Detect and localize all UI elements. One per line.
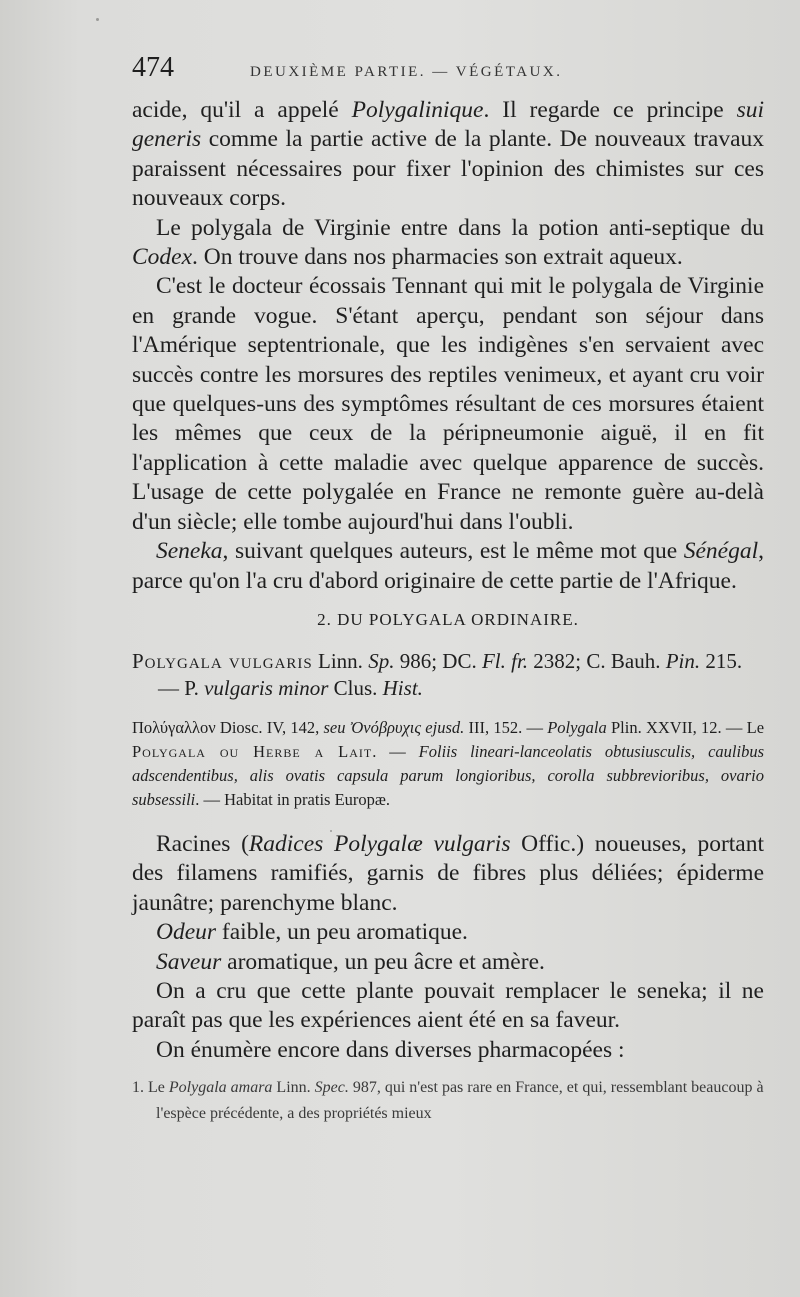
- synonymy-entry: Polygala vulgaris Linn. Sp. 986; DC. Fl. fr. 2382; C. Bauh. Pin. 215. — P. vulgaris minor Clus. Hist.: [132, 648, 743, 700]
- page-number: 474: [132, 52, 174, 83]
- paragraph-saveur: Saveur aromatique, un peu âcre et amère.: [156, 948, 545, 975]
- page-content: [132, 52, 764, 1127]
- page-header: [132, 52, 764, 96]
- section-heading: 2. DU POLYGALA ORDINAIRE.: [317, 609, 579, 629]
- paragraph-pharmacopees: On énumère encore dans diverses pharmacopées :: [156, 1036, 625, 1063]
- numbered-note: 1. Le Polygala amara Linn. Spec. 987, qui n'est pas rare en France, et qui, ressemblant beaucoup à l'espèce précédente, a des propriétés mieux: [132, 1079, 764, 1123]
- paragraph-experiences: On a cru que cette plante pouvait remplacer le seneka; il ne paraît pas que les expériences aient été en sa faveur.: [132, 977, 764, 1034]
- paragraph-codex: Le polygala de Virginie entre dans la potion anti-septique du Codex. On trouve dans nos pharmacies son extrait aqueux.: [132, 214, 764, 271]
- paragraph-odeur: Odeur faible, un peu aromatique.: [156, 919, 468, 946]
- running-head: DEUXIÈME PARTIE. — VÉGÉTAUX.: [250, 64, 563, 80]
- paragraph-continuation: acide, qu'il a appelé Polygalinique. Il regarde ce principe sui generis comme la partie active de la plante. De nouveaux travaux paraissent nécessaires pour fixer l'opinion des chimistes sur ces nouveaux corps.: [132, 97, 764, 212]
- paragraph-roots: Racines (Radices Polygalæ vulgaris Offic.) noueuses, portant des filamens ramifiés, garnis de fibres plus déliées; épiderme jaunâtre; parenchyme blanc.: [132, 830, 765, 916]
- paragraph-seneka: Seneka, suivant quelques auteurs, est le même mot que Sénégal, parce qu'on l'a cru d'abord originaire de cette partie de l'Afrique.: [132, 538, 764, 594]
- botanical-description: Πολύγαλλον Diosc. IV, 142, seu Ὀνόβρυχις ejusd. III, 152. — Polygala Plin. XXVII, 12. — Le Polygala ou Herbe a Lait. — Foliis lineari-lanceolatis obtusiusculis, caulibus adscendentibus, alis ovatis capsula parum longioribus, corolla subbrevioribus, ovario subsessili. — Habitat in pratis Europæ.: [132, 717, 765, 809]
- paragraph-tennant: C'est le docteur écossais Tennant qui mit le polygala de Virginie en grande vogue. S'étant aperçu, pendant son séjour dans l'Amérique septentrionale, que les indigènes s'en servaient avec succès contre les morsures des reptiles venimeux, et ayant cru voir que quelques-uns des symptômes résultant de ces morsures étaient les mêmes que ceux de la péripneumonie aiguë, il en fit l'application à cette maladie avec quelque apparence de succès. L'usage de cette polygalée en France ne remonte guère au-delà d'un siècle; elle tombe aujourd'hui dans l'oubli.: [132, 273, 764, 535]
- dust-speck: [96, 18, 99, 21]
